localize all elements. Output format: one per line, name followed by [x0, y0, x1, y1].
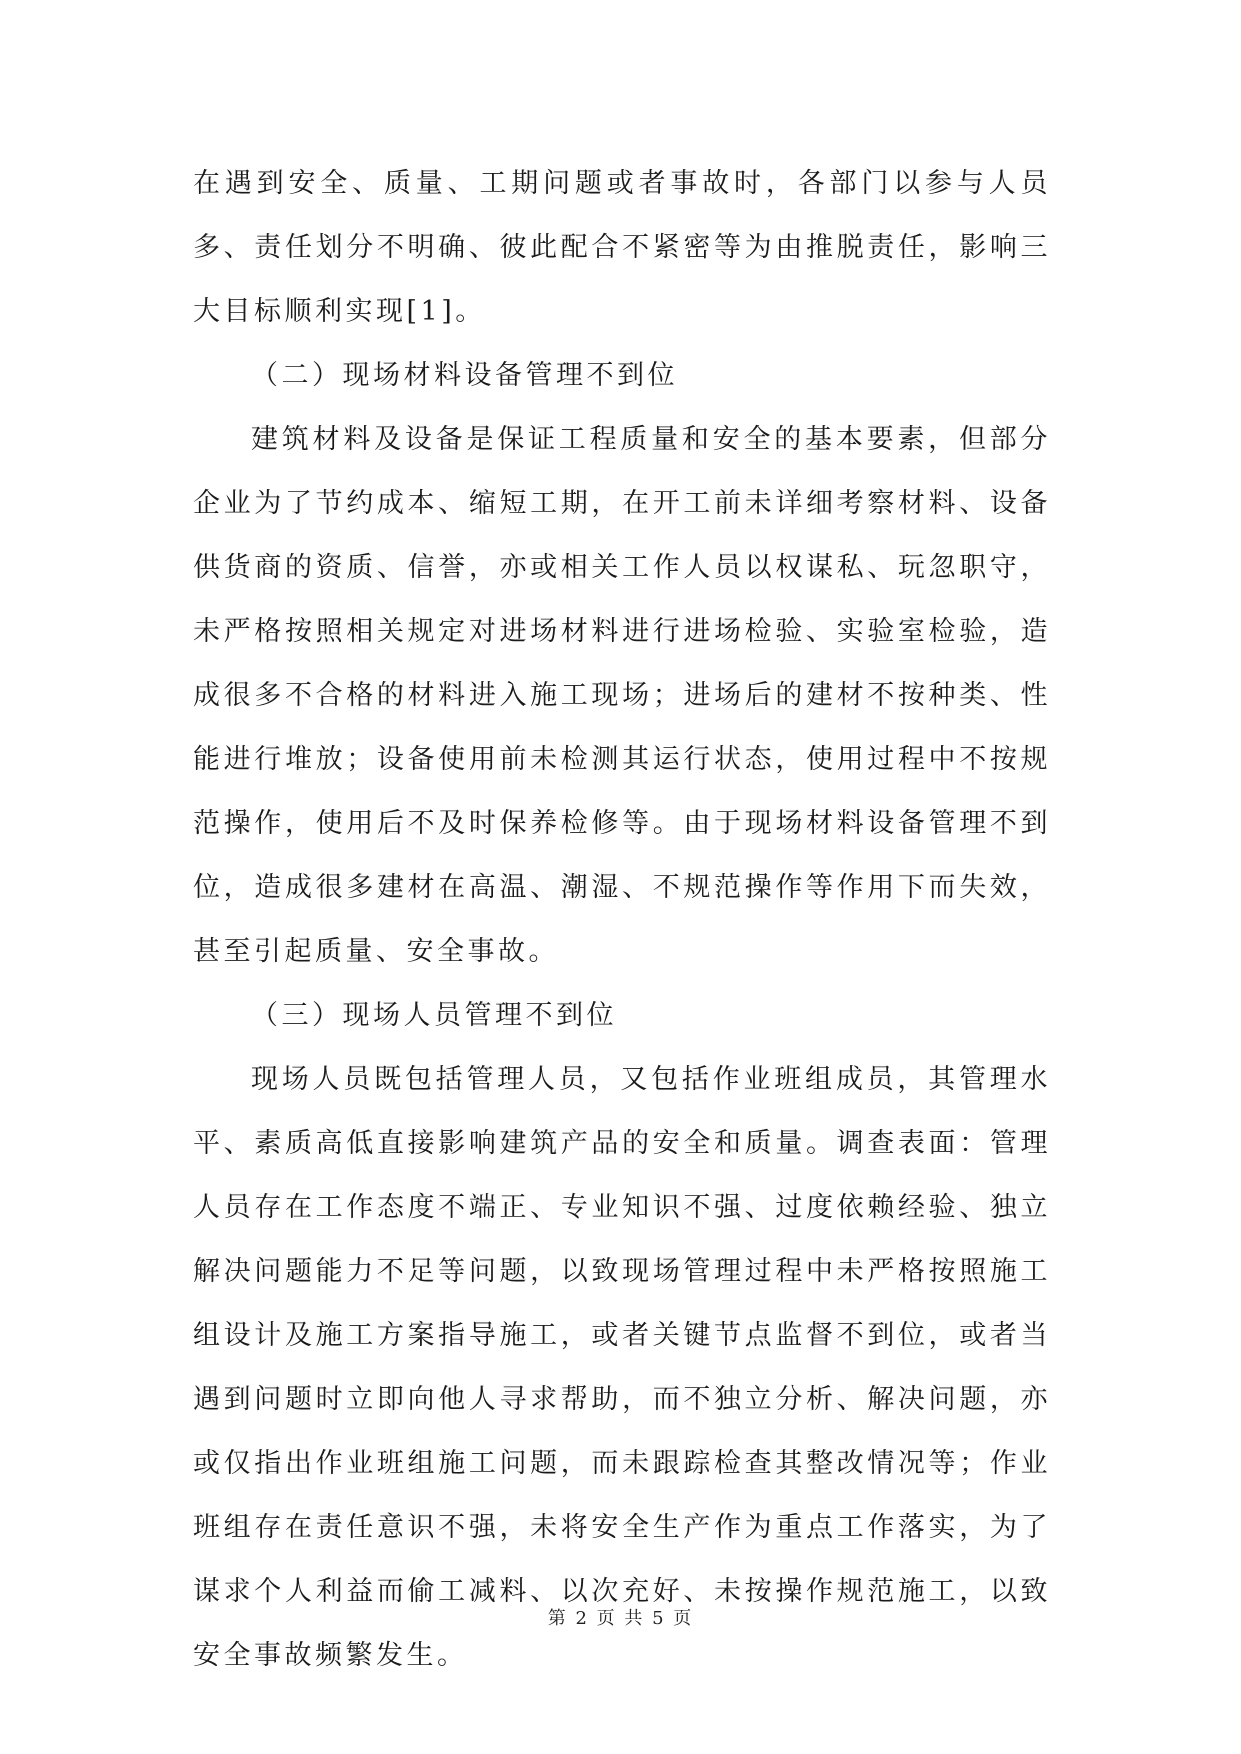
section-heading-personnel: （三）现场人员管理不到位 [251, 1000, 617, 1031]
document-body [193, 152, 1051, 1688]
page-number-footer: 第 2 页 共 5 页 [547, 1608, 694, 1629]
paragraph-materials: 建筑材料及设备是保证工程质量和安全的基本要素，但部分企业为了节约成本、缩短工期，在开工前未详细考察材料、设备供货商的资质、信誉，亦或相关工作人员以权谋私、玩忽职守，未严格按照相关规定对进场材料进行进场检验、实验室检验，造成很多不合格的材料进入施工现场；进场后的建材不按种类、性能进行堆放；设备使用前未检测其运行状态，使用过程中不按规范操作，使用后不及时保养检修等。由于现场材料设备管理不到位，造成很多建材在高温、潮湿、不规范操作等作用下而失效，甚至引起质量、安全事故。 [193, 424, 1051, 967]
paragraph-personnel: 现场人员既包括管理人员，又包括作业班组成员，其管理水平、素质高低直接影响建筑产品的安全和质量。调查表面：管理人员存在工作态度不端正、专业知识不强、过度依赖经验、独立解决问题能力不足等问题，以致现场管理过程中未严格按照施工组设计及施工方案指导施工，或者关键节点监督不到位，或者当遇到问题时立即向他人寻求帮助，而不独立分析、解决问题，亦或仅指出作业班组施工问题，而未跟踪检查其整改情况等；作业班组存在责任意识不强，未将安全生产作为重点工作落实，为了谋求个人利益而偷工减料、以次充好、未按操作规范施工，以致安全事故频繁发生。 [193, 1064, 1051, 1671]
section-heading-materials: （二）现场材料设备管理不到位 [251, 360, 678, 391]
paragraph-continued: 在遇到安全、质量、工期问题或者事故时，各部门以参与人员多、责任划分不明确、彼此配合不紧密等为由推脱责任，影响三大目标顺利实现[1]。 [193, 168, 1051, 327]
